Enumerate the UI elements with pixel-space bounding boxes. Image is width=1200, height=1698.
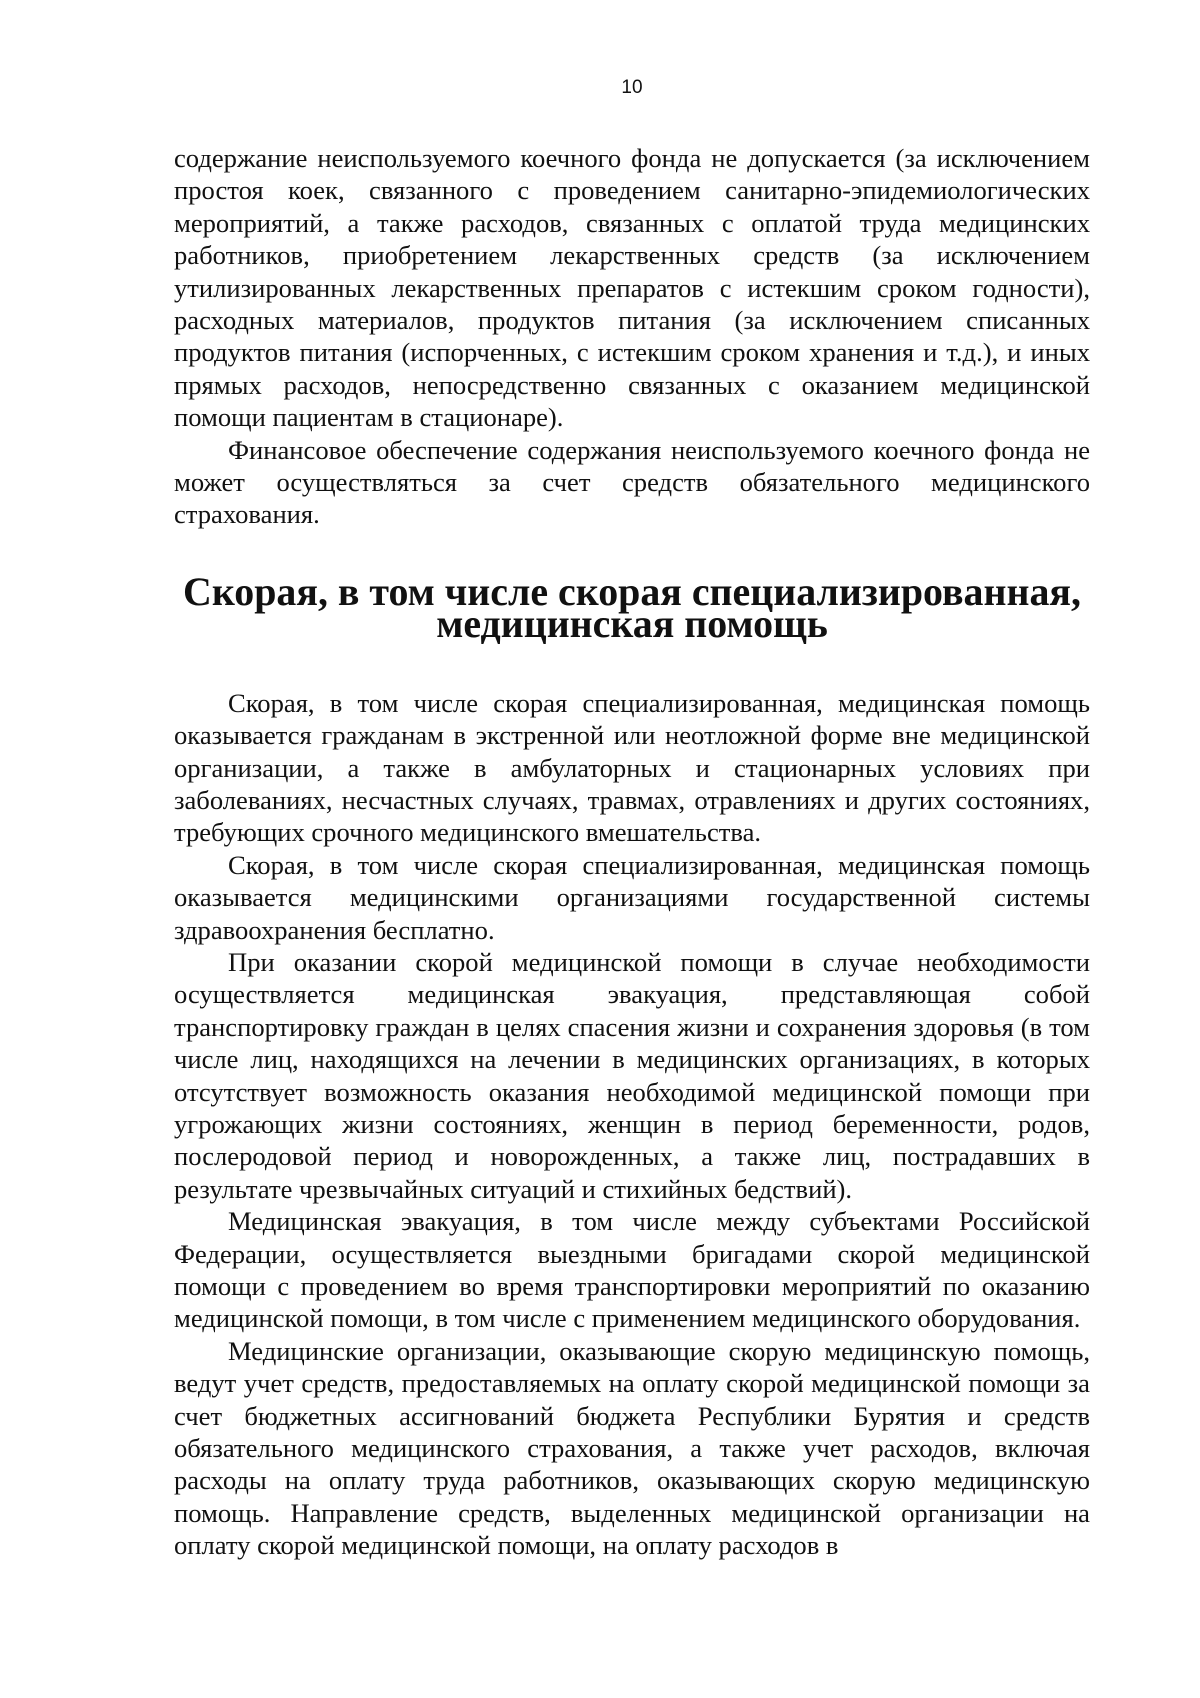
page-number: 10 [621,77,643,98]
section-heading-line-1: Скорая, в том числе скорая специализированная, [183,568,1081,614]
document-page [174,0,1090,1698]
paragraph: Финансовое обеспечение содержания неиспользуемого коечного фонда не может осуществляться за счет средств обязательного медицинского страхования. [174,434,1090,530]
paragraph-continued: содержание неиспользуемого коечного фонда не допускается (за исключением простоя коек, связанного с проведением санитарно-эпидемиологических мероприятий, а также расходов, связанных с оплатой труда медицинских работников, приобретением лекарственных средств (за исключением утилизированных лекарственных препаратов с истекшим сроком годности), расходных материалов, продуктов питания (за исключением списанных продуктов питания (испорченных, с истекшим сроком хранения и т.д.), и иных прямых расходов, непосредственно связанных с оказанием медицинской помощи пациентам в стационаре). [174,143,1090,433]
paragraph: Медицинская эвакуация, в том числе между субъектами Российской Федерации, осуществляется выездными бригадами скорой медицинской помощи с проведением во время транспортировки мероприятий по оказанию медицинской помощи, в том числе с применением медицинского оборудования. [174,1206,1090,1334]
document-body [174,142,1090,1562]
section-heading [174,568,1090,647]
section-heading-line-2: медицинская помощь [436,601,828,647]
paragraph: Скорая, в том числе скорая специализированная, медицинская помощь оказывается гражданам в экстренной или неотложной форме вне медицинской организации, а также в амбулаторных и стационарных условиях при заболеваниях, несчастных случаях, травмах, отравлениях и других состояниях, требующих срочного медицинского вмешательства. [174,687,1090,848]
paragraph: При оказании скорой медицинской помощи в случае необходимости осуществляется медицинская эвакуация, представляющая собой транспортировку граждан в целях спасения жизни и сохранения здоровья (в том числе лиц, находящихся на лечении в медицинских организациях, в которых отсутствует возможность оказания необходимой медицинской помощи при угрожающих жизни состояниях, женщин в период беременности, родов, послеродовой период и новорожденных, а также лиц, пострадавших в результате чрезвычайных ситуаций и стихийных бедствий). [174,946,1090,1204]
paragraph: Скорая, в том числе скорая специализированная, медицинская помощь оказывается медицинскими организациями государственной системы здравоохранения бесплатно. [174,849,1090,945]
paragraph: Медицинские организации, оказывающие скорую медицинскую помощь, ведут учет средств, предоставляемых на оплату скорой медицинской помощи за счет бюджетных ассигнований бюджета Республики Бурятия и средств обязательного медицинского страхования, а также учет расходов, включая расходы на оплату труда работников, оказывающих скорую медицинскую помощь. Направление средств, выделенных медицинской организации на оплату скорой медицинской помощи, на оплату расходов в [174,1335,1090,1561]
